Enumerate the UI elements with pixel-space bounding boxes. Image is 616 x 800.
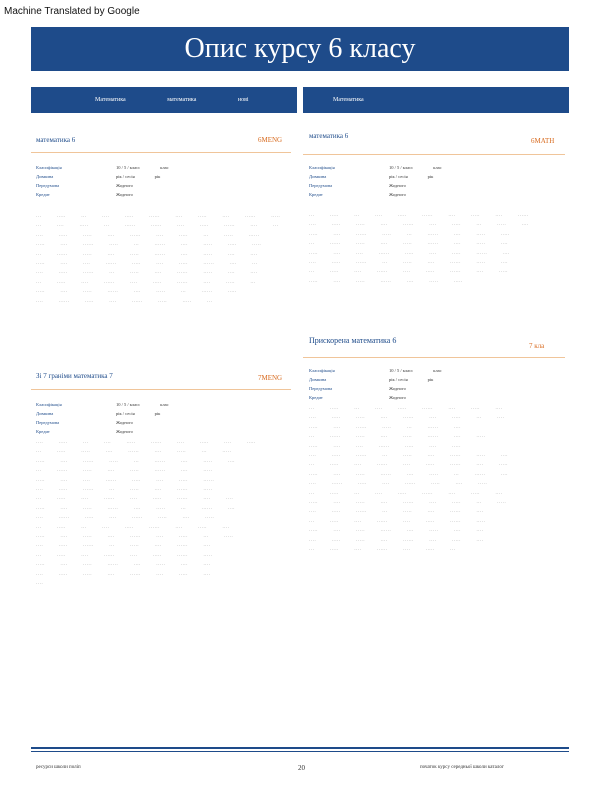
meta-value-2: клас <box>433 368 442 373</box>
section-4-code: 7 кла <box>529 342 545 350</box>
section-3-body: ···· ····· ··· ···· ····· ······ ···· ····· ···· ····· ··· ····· ····· ···· ······ ···· ····· ··· ····· ····· ···· ······ ····· ··· ······ ···· ····· ···· ··· ······ ····· ···· ····· ······ ···· ····· ····· ···· ···· ······ ····· ···· ····· ······ ···· ····· ······ ··· ····· ···· ······ ····· ··· ····· ···· ······ ···· ····· ······ ···· ···· ····· ···· ····· ······ ···· ····· ··· ······ ···· ···· ······ ····· ···· ······ ····· ···· ····· ··· ····· ··· ···· ····· ······ ···· ····· ···· ····· ···· ····· ···· ······ ···· ····· ··· ····· ···· ····· ······ ··· ····· ···· ······ ···· ··· ····· ···· ······ ···· ····· ······ ····· ····· ···· ····· ······ ···· ····· ···· ···· ···· ····· ····· ···· ······ ···· ····· ···· ···· <box>36 440 256 587</box>
page-number: 20 <box>298 764 305 772</box>
section-4-heading: Прискорена математика 6 <box>309 336 397 345</box>
meta-key: Довжина <box>309 174 327 179</box>
meta-key: Класифікація <box>309 165 335 170</box>
meta-value: Жодного <box>389 192 406 197</box>
section-2-heading: математика 6 <box>309 132 349 140</box>
section-1-heading: математика 6 <box>36 136 76 144</box>
left-bar-label-2: математика <box>167 97 197 103</box>
left-bar-label-3: нові <box>237 97 249 103</box>
left-column-header <box>31 87 297 113</box>
meta-key: Передумова <box>36 183 60 188</box>
section-4-body: ··· ····· ··· ···· ····· ······ ···· ····· ···· ···· ····· ····· ···· ······ ···· ····· ··· ···· ····· ···· ······ ····· ··· ······ ···· ··· ······ ····· ···· ····· ······ ···· ····· ····· ···· ···· ······ ····· ···· ····· ···· ····· ······ ··· ····· ···· ······ ····· ···· ··· ····· ···· ······ ···· ····· ······ ···· ····· ····· ···· ····· ······ ···· ····· ··· ······ ···· ···· ······ ····· ···· ······ ····· ···· ····· ··· ····· ··· ···· ····· ······ ···· ····· ···· ····· ···· ····· ···· ······ ···· ····· ··· ····· ···· ····· ······ ··· ····· ···· ······ ···· ··· ····· ···· ······ ···· ····· ······ ····· ····· ···· ····· ······ ···· ····· ···· ···· ···· ····· ····· ···· ······ ···· ····· ···· ··· ····· ···· ······ ···· ····· ··· <box>309 406 508 553</box>
right-bar-label-1: Математика <box>333 97 364 103</box>
meta-value-2: рік <box>154 174 161 179</box>
machine-translated-note: Machine Translated by Google <box>4 6 140 17</box>
section-4-meta <box>309 366 442 402</box>
meta-value: Жодного <box>116 192 133 197</box>
meta-value: рік / сесія <box>389 174 408 179</box>
section-2-code: 6MATH <box>531 137 555 145</box>
meta-key: Довжина <box>309 377 327 382</box>
meta-key: Класифікація <box>36 165 62 170</box>
page-title: Опис курсу 6 класу <box>31 27 569 71</box>
right-column-header <box>303 87 569 113</box>
footer-right: початок курсу середньої школи каталог <box>420 765 504 770</box>
meta-key: Передумова <box>309 183 333 188</box>
meta-value-2: рік <box>427 174 434 179</box>
section-3-rule <box>31 389 291 390</box>
section-1-body: ··· ····· ··· ···· ····· ······ ···· ····· ···· ······ ····· ··· ···· ····· ··· ······ ······ ···· ····· ······ ···· ··· ···· ····· ····· ···· ······ ···· ····· ··· ····· ······ ····· ···· ······ ····· ··· ······ ···· ····· ····· ····· ··· ······ ····· ···· ····· ······ ···· ····· ···· ···· ····· ···· ···· ······ ····· ···· ····· ······ ···· ··· ···· ····· ······ ··· ····· ···· ······ ····· ···· ···· ··· ····· ···· ······ ···· ····· ······ ···· ····· ··· ····· ···· ····· ······ ···· ····· ··· ······ ····· ···· ······ ····· ···· ······ ····· ····· ··· <box>36 214 281 304</box>
meta-key: Передумова <box>309 386 333 391</box>
meta-key: Передумова <box>36 420 60 425</box>
section-2-rule <box>303 154 565 155</box>
meta-value: Жодного <box>116 183 133 188</box>
meta-value: 10 / 5 / класс <box>389 165 414 170</box>
meta-value: Жодного <box>389 395 406 400</box>
meta-value-2: клас <box>160 402 169 407</box>
section-2-meta <box>309 163 442 199</box>
section-2-body: ··· ····· ··· ···· ····· ······ ···· ····· ···· ······ ···· ····· ····· ···· ······ ···· ····· ··· ····· ···· ····· ···· ······ ····· ··· ······ ···· ····· ····· ··· ······ ····· ···· ····· ······ ···· ····· ···· ····· ···· ···· ······ ····· ···· ····· ······ ···· ···· ····· ······ ··· ····· ···· ······ ····· ···· ··· ····· ···· ······ ···· ····· ······ ···· ····· ····· ···· ····· ······ ···· ····· ····· <box>309 213 529 284</box>
meta-value: Жодного <box>116 420 133 425</box>
section-3-heading: Зі 7 граніми математика 7 <box>36 372 113 380</box>
meta-value: рік / сесія <box>116 174 135 179</box>
meta-value-2: рік <box>427 377 434 382</box>
section-3-code: 7MENG <box>258 374 283 382</box>
section-1-rule <box>31 152 291 153</box>
footer-left: ресурси школи поліп <box>36 765 81 770</box>
meta-value: 10 / 5 / класс <box>116 402 141 407</box>
meta-key: Довжина <box>36 174 54 179</box>
meta-value: Жодного <box>389 386 406 391</box>
section-3-meta <box>36 400 169 436</box>
meta-key: Класифікація <box>36 402 62 407</box>
meta-value: Жодного <box>389 183 406 188</box>
meta-value-2: рік <box>154 411 161 416</box>
meta-value: рік / сесія <box>116 411 135 416</box>
meta-value: 10 / 5 / класс <box>116 165 141 170</box>
meta-key: Довжина <box>36 411 54 416</box>
meta-key: Кредит <box>309 192 323 197</box>
footer-rule-thin <box>31 751 569 752</box>
section-1-meta <box>36 163 169 199</box>
meta-value: Жодного <box>116 429 133 434</box>
footer-rule-thick <box>31 747 569 749</box>
section-4-rule <box>303 357 565 358</box>
meta-key: Кредит <box>36 429 50 434</box>
left-bar-label-1: Математика <box>95 97 126 103</box>
meta-key: Класифікація <box>309 368 335 373</box>
meta-value: рік / сесія <box>389 377 408 382</box>
meta-value-2: клас <box>433 165 442 170</box>
meta-key: Кредит <box>309 395 323 400</box>
meta-key: Кредит <box>36 192 50 197</box>
section-1-code: 6MENG <box>258 136 283 144</box>
meta-value: 10 / 5 / класс <box>389 368 414 373</box>
meta-value-2: клас <box>160 165 169 170</box>
